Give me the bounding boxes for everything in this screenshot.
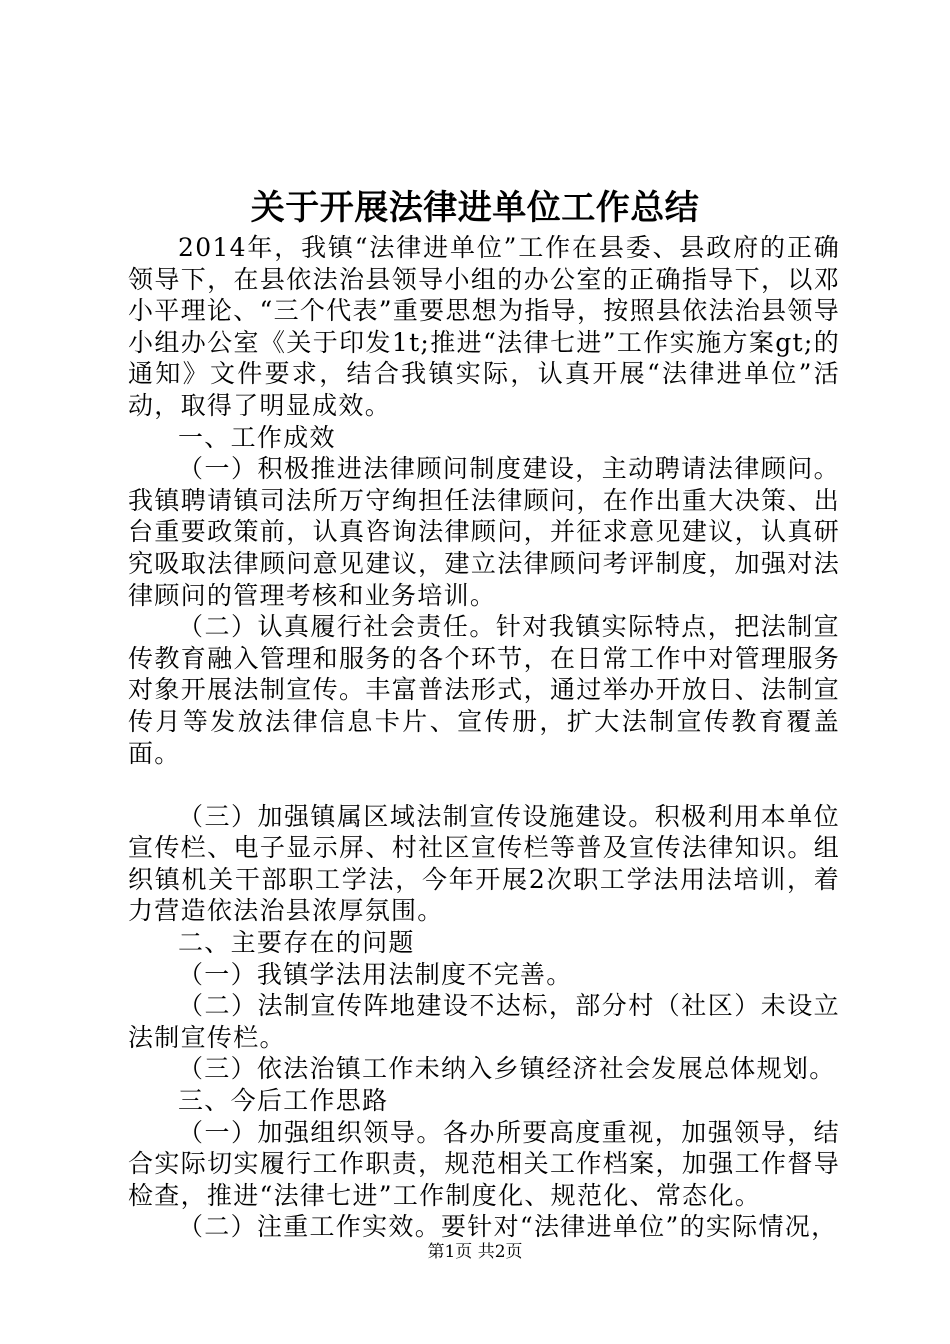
document-title: 关于开展法律进单位工作总结 [250, 188, 700, 228]
achievement-item-3: （三）加强镇属区域法制宣传设施建设。积极利用本单位宣传栏、电子显示屏、村社区宣传栏等普及宣传法律知识。组织镇机关干部职工学法，今年开展2次职工学法用法培训，着力营造依法治县浓厚氛围。 [128, 801, 840, 926]
problem-item-1: （一）我镇学法用法制度不完善。 [178, 959, 573, 989]
page-number-footer: 第1页 共2页 [427, 1242, 523, 1262]
section-heading-problems: 二、主要存在的问题 [178, 928, 415, 958]
intro-paragraph: 2014年，我镇“法律进单位”工作在县委、县政府的正确领导下，在县依法治县领导小组的办公室的正确指导下，以邓小平理论、“三个代表”重要思想为指导，按照县依法治县领导小组办公室《关于印发1t;推进“法律七进”工作实施方案gt;的通知》文件要求，结合我镇实际，认真开展“法律进单位”活动，取得了明显成效。 [128, 233, 840, 420]
plan-item-1: （一）加强组织领导。各办所要高度重视，加强领导，结合实际切实履行工作职责，规范相关工作档案，加强工作督导检查，推进“法律七进”工作制度化、规范化、常态化。 [128, 1117, 840, 1210]
plan-item-2: （二）注重工作实效。要针对“法律进单位”的实际情况， [178, 1212, 838, 1242]
section-heading-achievements: 一、工作成效 [178, 422, 336, 452]
achievement-item-1: （一）积极推进法律顾问制度建设，主动聘请法律顾问。我镇聘请镇司法所万守绚担任法律顾问，在作出重大决策、出台重要政策前，认真咨询法律顾问，并征求意见建议，认真研究吸取法律顾问意见建议，建立法律顾问考评制度，加强对法律顾问的管理考核和业务培训。 [128, 454, 840, 610]
problem-item-2: （二）法制宣传阵地建设不达标，部分村（社区）未设立法制宣传栏。 [128, 991, 840, 1052]
section-heading-plans: 三、今后工作思路 [178, 1086, 389, 1116]
document-body [128, 232, 840, 1243]
problem-item-3: （三）依法治镇工作未纳入乡镇经济社会发展总体规划。 [178, 1054, 836, 1084]
achievement-item-2: （二）认真履行社会责任。针对我镇实际特点，把法制宣传教育融入管理和服务的各个环节，在日常工作中对管理服务对象开展法制宣传。丰富普法形式，通过举办开放日、法制宣传月等发放法律信息卡片、宣传册，扩大法制宣传教育覆盖面。 [128, 612, 840, 768]
